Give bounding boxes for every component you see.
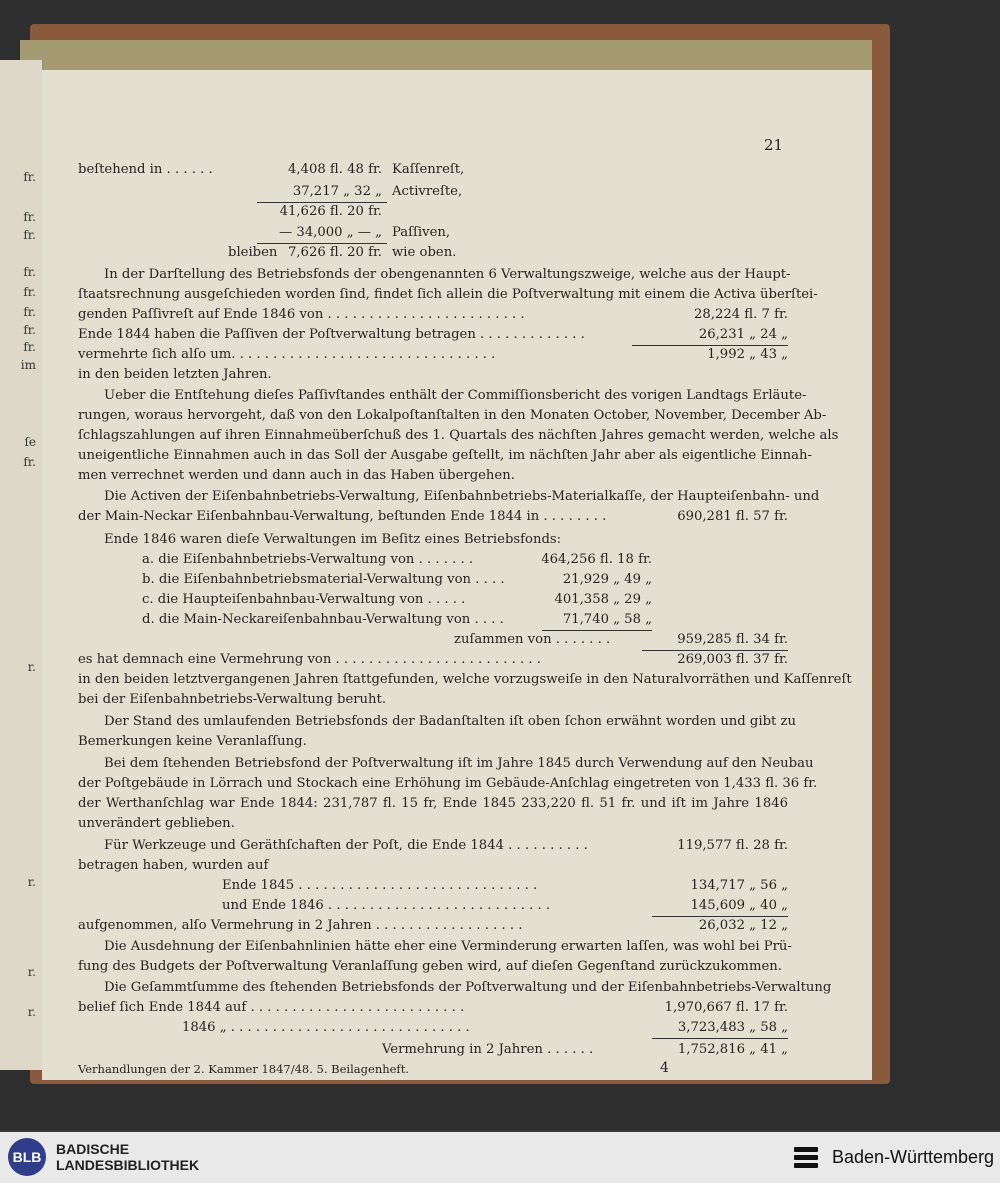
amount: 3,723,483 „ 58 „	[677, 1020, 788, 1035]
margin-fragment: im	[20, 358, 36, 372]
amount: 21,929 „ 49 „	[562, 572, 652, 587]
text-line: Ende 1845 . . . . . . . . . . . . . . . . . . . . . . . . . . . . .	[222, 878, 538, 893]
text-line: der Poſtgebäude in Lörrach und Stockach eine Erhöhung im Gebäude-Anſchlag eingetreten von 1,433 fl. 36 fr.	[78, 776, 818, 791]
text-line: vermehrte ſich alſo um. . . . . . . . . . . . . . . . . . . . . . . . . . . . . . . .	[78, 347, 496, 362]
margin-fragment: r.	[27, 875, 36, 889]
sum-rule	[257, 243, 387, 244]
amount: 690,281 fl. 57 fr.	[677, 509, 788, 524]
amount: 145,609 „ 40 „	[690, 898, 788, 913]
text-line: wie oben.	[392, 245, 457, 260]
facing-page	[0, 60, 44, 1070]
sum-rule	[652, 916, 788, 917]
text-line: Ueber die Entſtehung dieſes Paſſivſtandes enthält der Commiſſionsbericht des vorigen Landtags Erläute-	[104, 388, 807, 403]
amount: 37,217 „ 32 „	[292, 184, 382, 199]
text-line: rungen, woraus hervorgeht, daß von den Lokalpoſtanſtalten in den Monaten October, November, December Ab-	[78, 408, 827, 423]
text-line: Die Activen der Eiſenbahnbetriebs-Verwaltung, Eiſenbahnbetriebs-Materialkaſſe, der Haupteiſenbahn- und	[104, 489, 820, 504]
margin-fragment: fr.	[23, 305, 36, 319]
list-item: d. die Main-Neckareiſenbahnbau-Verwaltung von . . . .	[142, 612, 504, 627]
margin-fragment: fr.	[23, 170, 36, 184]
library-name[interactable]	[56, 1141, 199, 1173]
text-line: fung des Budgets der Poſtverwaltung Veranlaſſung geben wird, auf dieſen Gegenſtand zurückzukommen.	[78, 959, 782, 974]
signature-number: 4	[660, 1060, 669, 1076]
margin-fragment: fr.	[23, 228, 36, 242]
page-number: 21	[764, 136, 784, 154]
text-line: unverändert geblieben.	[78, 816, 235, 831]
amount: 959,285 fl. 34 fr.	[677, 632, 788, 647]
text-line: Vermehrung in 2 Jahren . . . . . .	[382, 1042, 594, 1057]
text-line: der Main-Neckar Eiſenbahnbau-Verwaltung, beſtunden Ende 1844 in . . . . . . . .	[78, 509, 607, 524]
text-line: Ende 1844 haben die Paſſiven der Poſtverwaltung betragen . . . . . . . . . . . . .	[78, 327, 585, 342]
margin-fragment: r.	[27, 660, 36, 674]
footer-reference: Verhandlungen der 2. Kammer 1847/48. 5. Beilagenheft.	[78, 1062, 409, 1076]
amount: 26,231 „ 24 „	[698, 327, 788, 342]
margin-fragment: fr.	[23, 323, 36, 337]
text-line: Für Werkzeuge und Geräthſchaften der Poſt, die Ende 1844 . . . . . . . . . .	[104, 838, 588, 853]
amount: — 34,000 „ — „	[279, 225, 382, 240]
sum-rule	[632, 345, 788, 346]
text-line: in den beiden letztvergangenen Jahren ſtattgefunden, welche vorzugsweiſe in den Naturalvorräthen und Kaſſenreſt	[78, 672, 852, 687]
text-line: Bemerkungen keine Veranlaſſung.	[78, 734, 307, 749]
text-line: genden Paſſivreſt auf Ende 1846 von . . . . . . . . . . . . . . . . . . . . . . . .	[78, 307, 525, 322]
amount: 464,256 fl. 18 fr.	[541, 552, 652, 567]
amount: 1,970,667 fl. 17 fr.	[664, 1000, 788, 1015]
text-line: ſtaatsrechnung ausgeſchieden worden ſind, findet ſich allein die Poſtverwaltung mit einem die Activa überſtei-	[78, 287, 818, 302]
blb-logo[interactable]: BLB	[8, 1138, 46, 1176]
margin-fragment: fr.	[23, 455, 36, 469]
list-item: b. die Eiſenbahnbetriebsmaterial-Verwaltung von . . . .	[142, 572, 505, 587]
text-line: Ende 1846 waren dieſe Verwaltungen im Beſitz eines Betriebsfonds:	[104, 532, 562, 547]
margin-fragment: r.	[27, 1005, 36, 1019]
document-page	[42, 70, 872, 1080]
text-line: 1846 „ . . . . . . . . . . . . . . . . . . . . . . . . . . . . .	[182, 1020, 470, 1035]
amount: 41,626 fl. 20 fr.	[279, 204, 382, 219]
margin-fragment: r.	[27, 965, 36, 979]
margin-fragment: fr.	[23, 210, 36, 224]
amount: 28,224 fl. 7 fr.	[693, 307, 788, 322]
text-line: es hat demnach eine Vermehrung von . . . . . . . . . . . . . . . . . . . . . . . . .	[78, 652, 541, 667]
sum-rule	[257, 202, 387, 203]
text-line: Kaſſenreſt,	[392, 162, 465, 177]
text-line: bleiben	[228, 245, 278, 260]
amount: 26,032 „ 12 „	[698, 918, 788, 933]
margin-fragment: fr.	[23, 265, 36, 279]
sum-rule	[652, 1038, 788, 1039]
text-line: Activreſte,	[392, 184, 463, 199]
text-line: ſchlagszahlungen auf ihren Einnahmeüberſchuß des 1. Quartals des nächſten Jahres gemacht werden, welche als	[78, 428, 839, 443]
library-name-line1: BADISCHE	[56, 1141, 130, 1157]
state-name[interactable]: Baden-Württemberg	[832, 1147, 995, 1167]
text-line: Paſſiven,	[392, 225, 451, 240]
text-line: beſtehend in . . . . . .	[78, 162, 213, 177]
sum-rule	[542, 630, 652, 631]
viewer-banner	[0, 1132, 1000, 1183]
amount: 4,408 fl. 48 fr.	[287, 162, 382, 177]
lions-coat-of-arms-icon	[792, 1144, 820, 1172]
amount: 134,717 „ 56 „	[690, 878, 788, 893]
amount: 1,992 „ 43 „	[707, 347, 788, 362]
margin-fragment: fr.	[23, 340, 36, 354]
text-line: men verrechnet werden und dann auch in das Haben übergehen.	[78, 468, 515, 483]
list-item: a. die Eiſenbahnbetriebs-Verwaltung von . . . . . . .	[142, 552, 474, 567]
sum-rule	[642, 650, 788, 651]
text-line: Die Geſammtſumme des ſtehenden Betriebsfonds der Poſtverwaltung und der Eiſenbahnbetriebs-Verwaltung	[104, 980, 832, 995]
text-line: Die Ausdehnung der Eiſenbahnlinien hätte eher eine Verminderung erwarten laſſen, was wohl bei Prü-	[104, 939, 792, 954]
text-line: Bei dem ſtehenden Betriebsfond der Poſtverwaltung iſt im Jahre 1845 durch Verwendung auf den Neubau	[104, 756, 814, 771]
margin-fragment: ſe	[24, 435, 36, 449]
text-line: In der Darſtellung des Betriebsfonds der obengenannten 6 Verwaltungszweige, welche aus der Haupt-	[104, 267, 791, 282]
text-line: bei der Eiſenbahnbetriebs-Verwaltung beruht.	[78, 692, 387, 707]
amount: 1,752,816 „ 41 „	[677, 1042, 788, 1057]
library-name-line2: LANDESBIBLIOTHEK	[56, 1157, 200, 1173]
margin-fragment: fr.	[23, 285, 36, 299]
list-item: c. die Haupteiſenbahnbau-Verwaltung von . . . . .	[142, 592, 466, 607]
text-line: der Werthanſchlag war Ende 1844: 231,787 fl. 15 fr, Ende 1845 233,220 fl. 51 fr. und iſt im Jahre 1846	[78, 796, 788, 811]
amount: 401,358 „ 29 „	[554, 592, 652, 607]
text-line: und Ende 1846 . . . . . . . . . . . . . . . . . . . . . . . . . . .	[222, 898, 551, 913]
amount: 7,626 fl. 20 fr.	[287, 245, 382, 260]
text-line: uneigentliche Einnahmen auch in das Soll der Ausgabe geſtellt, im nächſten Jahr aber als eigentliche Einnah-	[78, 448, 812, 463]
amount: 269,003 fl. 37 fr.	[677, 652, 788, 667]
text-line: zuſammen von . . . . . . .	[454, 632, 611, 647]
text-line: belief ſich Ende 1844 auf . . . . . . . . . . . . . . . . . . . . . . . . . .	[78, 1000, 465, 1015]
text-line: in den beiden letzten Jahren.	[78, 367, 272, 382]
text-line: aufgenommen, alſo Vermehrung in 2 Jahren . . . . . . . . . . . . . . . . . .	[78, 918, 523, 933]
text-line: Der Stand des umlaufenden Betriebsfonds der Badanſtalten iſt oben ſchon erwähnt worden und gibt zu	[104, 714, 796, 729]
text-line: betragen haben, wurden auf	[78, 858, 269, 873]
amount: 71,740 „ 58 „	[562, 612, 652, 627]
amount: 119,577 fl. 28 fr.	[677, 838, 788, 853]
